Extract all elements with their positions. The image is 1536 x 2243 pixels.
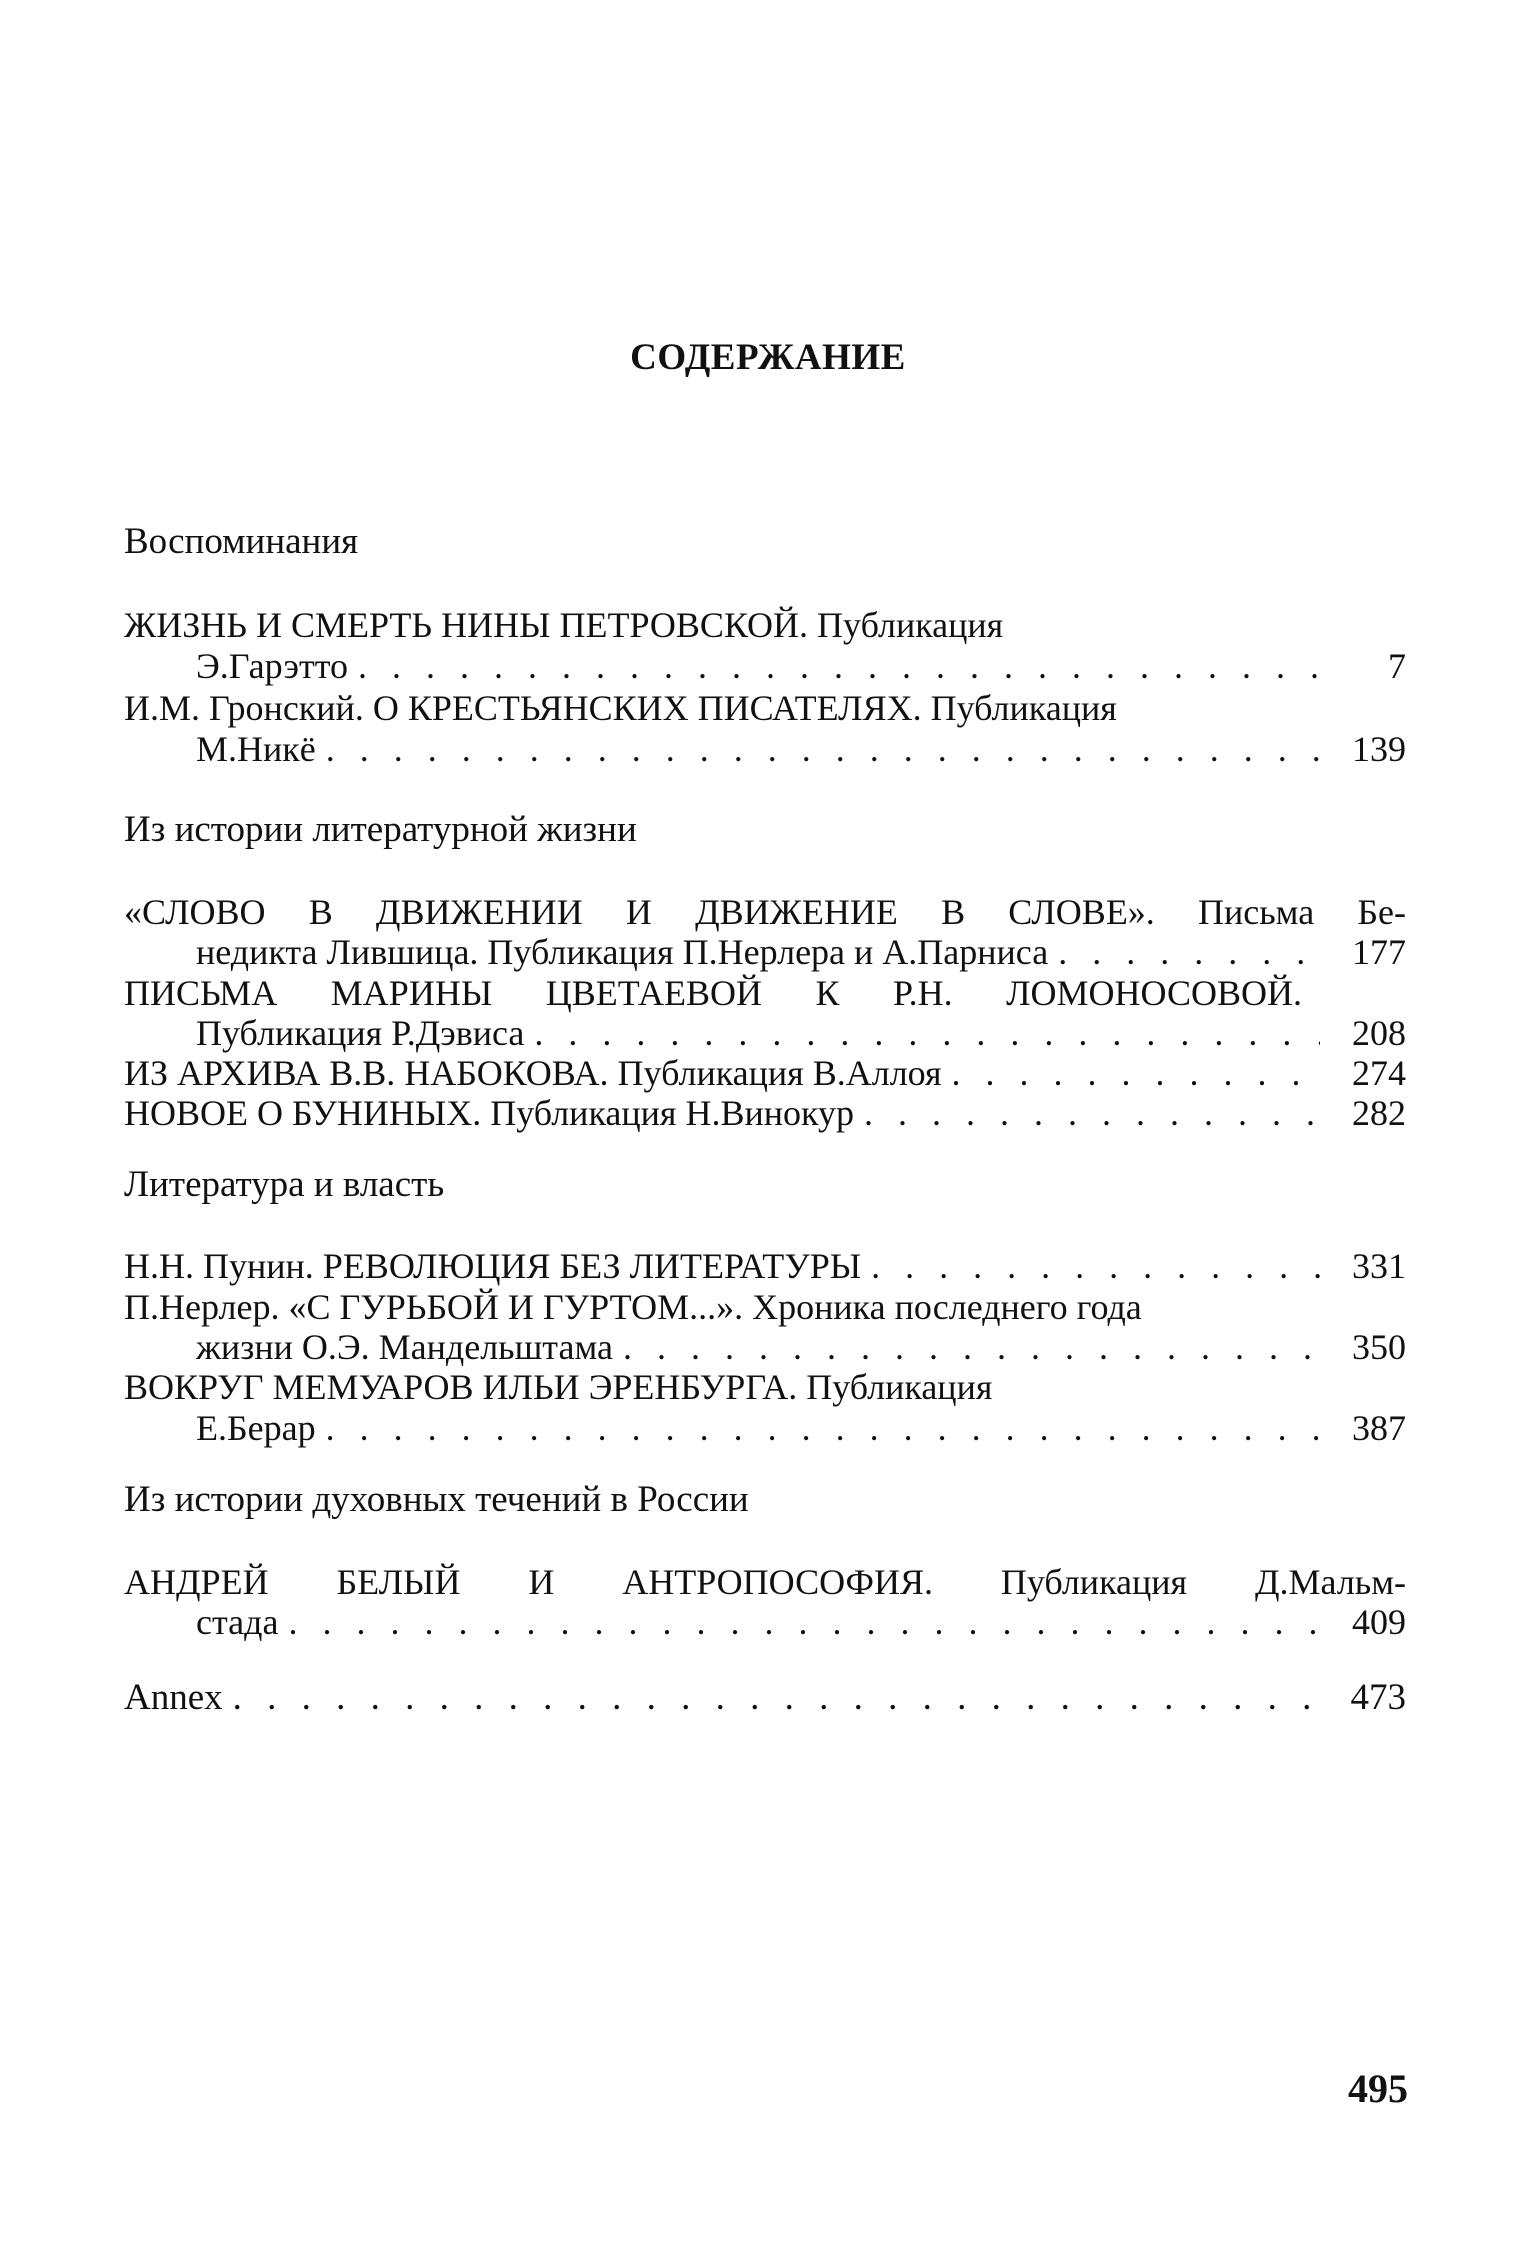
toc-entry bbox=[196, 1408, 1406, 1448]
toc-entry-line: ПИСЬМА МАРИНЫ ЦВЕТАЕВОЙ К Р.Н. ЛОМОНОСОВОЙ. bbox=[124, 973, 1302, 1013]
dot-leader bbox=[871, 1246, 1320, 1286]
toc-entry bbox=[196, 932, 1406, 972]
dot-leader bbox=[952, 1053, 1320, 1093]
dot-leader bbox=[326, 729, 1320, 769]
section-heading-literature-power: Литература и власть bbox=[124, 1164, 445, 1205]
toc-entry bbox=[124, 1053, 1406, 1093]
toc-entry-text: НОВОЕ О БУНИНЫХ. Публикация Н.Винокур bbox=[124, 1093, 854, 1133]
toc-entry-text: Н.Н. Пунин. РЕВОЛЮЦИЯ БЕЗ ЛИТЕРАТУРЫ bbox=[124, 1246, 862, 1286]
toc-entry bbox=[196, 729, 1406, 769]
toc-page-number: 331 bbox=[1352, 1246, 1406, 1286]
toc-entry-line: АНДРЕЙ БЕЛЫЙ И АНТРОПОСОФИЯ. Публикация Д.Мальм- bbox=[124, 1562, 1406, 1602]
toc-page-number: 177 bbox=[1352, 932, 1406, 972]
toc-entry-text: Публикация Р.Дэвиса bbox=[196, 1013, 525, 1053]
dot-leader bbox=[358, 646, 1320, 686]
toc-entry bbox=[124, 1093, 1406, 1133]
section-heading-literary-life: Из истории литературной жизни bbox=[124, 809, 637, 850]
toc-entry bbox=[196, 1013, 1406, 1053]
dot-leader bbox=[864, 1093, 1320, 1133]
dot-leader bbox=[326, 1408, 1320, 1448]
toc-entry bbox=[196, 1602, 1406, 1642]
page-title: СОДЕРЖАНИЕ bbox=[630, 337, 906, 378]
toc-entry-text: Е.Берар bbox=[196, 1408, 316, 1448]
toc-page-number: 350 bbox=[1352, 1327, 1406, 1367]
toc-entry-text: жизни О.Э. Мандельштама bbox=[196, 1327, 613, 1367]
toc-page-number: 208 bbox=[1352, 1013, 1406, 1053]
toc-page-number: 409 bbox=[1352, 1602, 1406, 1642]
toc-entry bbox=[196, 646, 1406, 686]
toc-page-number: 387 bbox=[1352, 1408, 1406, 1448]
toc-entry bbox=[124, 1246, 1406, 1286]
toc-page-number: 473 bbox=[1350, 1677, 1406, 1718]
toc-entry-text: М.Никё bbox=[196, 729, 316, 769]
toc-entry-line: И.М. Гронский. О КРЕСТЬЯНСКИХ ПИСАТЕЛЯХ. Публикация bbox=[124, 688, 1117, 728]
section-heading-memoirs: Воспоминания bbox=[124, 521, 359, 562]
dot-leader bbox=[623, 1327, 1320, 1367]
toc-entry-line: ВОКРУГ МЕМУАРОВ ИЛЬИ ЭРЕНБУРГА. Публикация bbox=[124, 1367, 993, 1407]
toc-page-number: 282 bbox=[1352, 1093, 1406, 1133]
toc-entry-text: ИЗ АРХИВА В.В. НАБОКОВА. Публикация В.Аллоя bbox=[124, 1053, 942, 1093]
dot-leader bbox=[1058, 932, 1320, 972]
toc-entry-text: стада bbox=[196, 1602, 279, 1642]
page-number: 495 bbox=[1348, 2066, 1408, 2111]
toc-page-number: 139 bbox=[1352, 729, 1406, 769]
toc-entry-line: ЖИЗНЬ И СМЕРТЬ НИНЫ ПЕТРОВСКОЙ. Публикация bbox=[124, 605, 1004, 645]
toc-page-number: 7 bbox=[1388, 646, 1406, 686]
dot-leader bbox=[534, 1013, 1320, 1053]
dot-leader bbox=[233, 1678, 1320, 1718]
toc-entry-line: «СЛОВО В ДВИЖЕНИИ И ДВИЖЕНИЕ В СЛОВЕ». Письма Бе- bbox=[124, 892, 1406, 932]
toc-entry-text: Э.Гарэтто bbox=[196, 646, 348, 686]
toc-page-number: 274 bbox=[1352, 1053, 1406, 1093]
dot-leader bbox=[288, 1602, 1320, 1642]
toc-entry-text: Annex bbox=[124, 1677, 223, 1718]
toc-entry-line: П.Нерлер. «С ГУРЬБОЙ И ГУРТОМ...». Хроника последнего года bbox=[124, 1287, 1142, 1327]
section-heading-spiritual-currents: Из истории духовных течений в России bbox=[124, 1479, 749, 1520]
toc-entry bbox=[196, 1327, 1406, 1367]
toc-entry-annex bbox=[124, 1678, 1406, 1718]
toc-entry-text: недикта Лившица. Публикация П.Нерлера и А.Парниса bbox=[196, 932, 1049, 972]
